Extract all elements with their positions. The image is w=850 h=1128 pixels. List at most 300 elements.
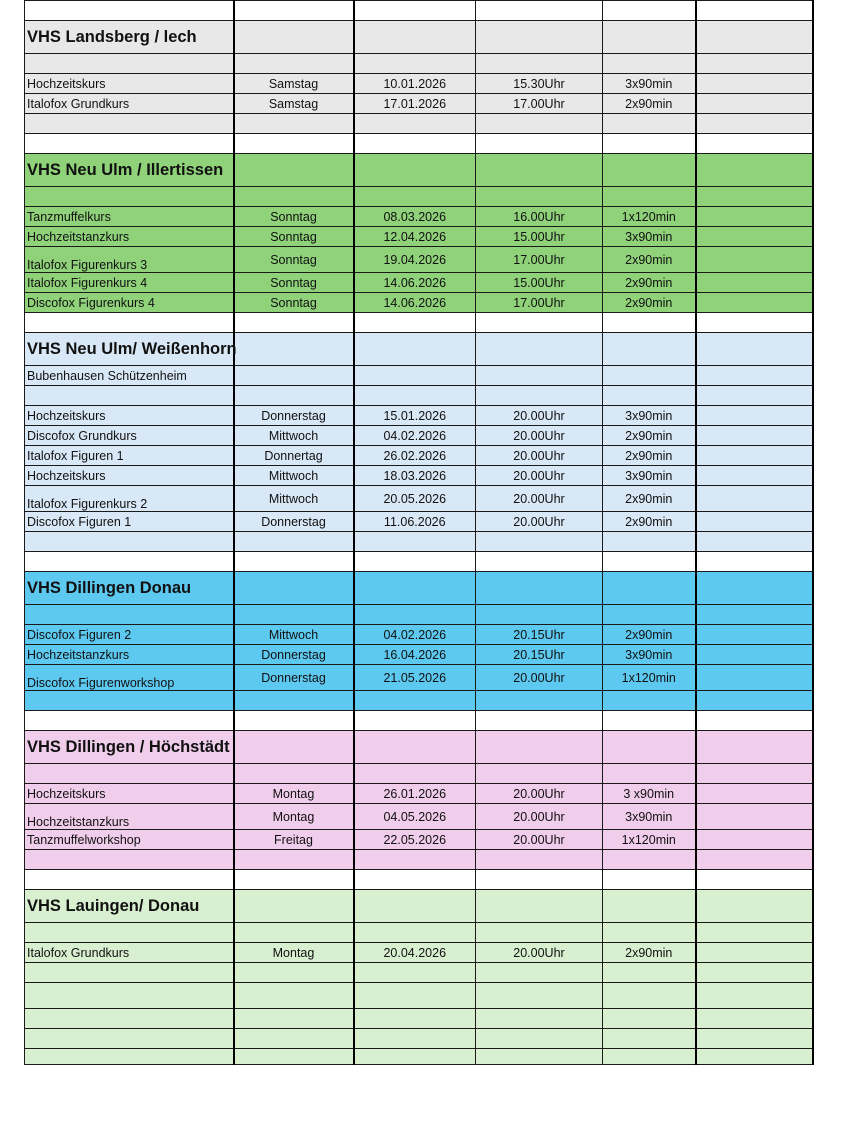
extra-cell xyxy=(696,293,813,313)
empty-row xyxy=(25,691,813,711)
weekday-cell xyxy=(234,764,354,784)
extra-cell xyxy=(696,691,813,711)
course-name-cell: Discofox Grundkurs xyxy=(25,426,234,446)
time-cell xyxy=(476,963,603,983)
date-cell xyxy=(354,983,476,1009)
time-cell xyxy=(476,1049,603,1065)
duration-cell xyxy=(603,1,696,21)
course-name-cell: VHS Lauingen/ Donau xyxy=(25,890,234,923)
duration-cell xyxy=(603,963,696,983)
extra-cell xyxy=(696,247,813,273)
duration-cell xyxy=(603,850,696,870)
weekday-cell xyxy=(234,187,354,207)
time-cell xyxy=(476,764,603,784)
duration-cell xyxy=(603,572,696,605)
course-name-cell xyxy=(25,532,234,552)
weekday-cell: Samstag xyxy=(234,74,354,94)
time-cell xyxy=(476,21,603,54)
weekday-cell: Freitag xyxy=(234,830,354,850)
weekday-cell: Donnerstag xyxy=(234,512,354,532)
extra-cell xyxy=(696,890,813,923)
extra-cell xyxy=(696,187,813,207)
duration-cell xyxy=(603,764,696,784)
date-cell: 26.02.2026 xyxy=(354,446,476,466)
course-name-cell xyxy=(25,850,234,870)
extra-cell xyxy=(696,572,813,605)
empty-row xyxy=(25,605,813,625)
course-name-cell xyxy=(25,386,234,406)
course-name-cell: VHS Dillingen / Höchstädt xyxy=(25,731,234,764)
duration-cell: 1x120min xyxy=(603,207,696,227)
duration-cell: 2x90min xyxy=(603,426,696,446)
weekday-cell xyxy=(234,1029,354,1049)
course-name-cell: Discofox Figurenkurs 4 xyxy=(25,293,234,313)
extra-cell xyxy=(696,54,813,74)
duration-cell xyxy=(603,552,696,572)
extra-cell xyxy=(696,1029,813,1049)
duration-cell: 2x90min xyxy=(603,625,696,645)
duration-cell xyxy=(603,313,696,333)
section-header-row xyxy=(25,890,813,923)
weekday-cell xyxy=(234,923,354,943)
section-header-row xyxy=(25,21,813,54)
duration-cell xyxy=(603,983,696,1009)
date-cell: 04.02.2026 xyxy=(354,625,476,645)
time-cell xyxy=(476,1009,603,1029)
course-name-cell: Hochzeitskurs xyxy=(25,784,234,804)
weekday-cell xyxy=(234,963,354,983)
course-name-cell xyxy=(25,134,234,154)
extra-cell xyxy=(696,665,813,691)
weekday-cell xyxy=(234,366,354,386)
course-name-cell: Italofox Figurenkurs 3 xyxy=(25,247,234,273)
course-name-cell xyxy=(25,764,234,784)
weekday-cell: Mittwoch xyxy=(234,466,354,486)
duration-cell xyxy=(603,890,696,923)
course-name-cell: Discofox Figurenworkshop xyxy=(25,665,234,691)
empty-row xyxy=(25,1029,813,1049)
date-cell xyxy=(354,552,476,572)
weekday-cell: Mittwoch xyxy=(234,426,354,446)
time-cell xyxy=(476,552,603,572)
time-cell xyxy=(476,154,603,187)
course-name-cell: VHS Neu Ulm/ Weißenhorn xyxy=(25,333,234,366)
extra-cell xyxy=(696,426,813,446)
weekday-cell xyxy=(234,333,354,366)
course-name-cell: Hochzeitskurs xyxy=(25,406,234,426)
time-cell xyxy=(476,54,603,74)
table-row xyxy=(25,645,813,665)
date-cell xyxy=(354,850,476,870)
weekday-cell xyxy=(234,386,354,406)
duration-cell xyxy=(603,605,696,625)
duration-cell: 3x90min xyxy=(603,645,696,665)
course-name-cell xyxy=(25,1009,234,1029)
date-cell: 21.05.2026 xyxy=(354,665,476,691)
course-name-cell xyxy=(25,983,234,1009)
duration-cell xyxy=(603,532,696,552)
weekday-cell xyxy=(234,731,354,764)
extra-cell xyxy=(696,446,813,466)
empty-row xyxy=(25,386,813,406)
extra-cell xyxy=(696,406,813,426)
table-row xyxy=(25,227,813,247)
table-row xyxy=(25,446,813,466)
time-cell xyxy=(476,386,603,406)
time-cell xyxy=(476,134,603,154)
table-row xyxy=(25,512,813,532)
weekday-cell: Sonntag xyxy=(234,273,354,293)
weekday-cell xyxy=(234,1,354,21)
date-cell xyxy=(354,890,476,923)
duration-cell: 2x90min xyxy=(603,512,696,532)
extra-cell xyxy=(696,94,813,114)
duration-cell: 2x90min xyxy=(603,446,696,466)
weekday-cell: Sonntag xyxy=(234,247,354,273)
time-cell: 15.30Uhr xyxy=(476,74,603,94)
table-row xyxy=(25,784,813,804)
extra-cell xyxy=(696,830,813,850)
empty-row xyxy=(25,870,813,890)
course-name-cell: Hochzeitstanzkurs xyxy=(25,804,234,830)
table-row xyxy=(25,625,813,645)
extra-cell xyxy=(696,74,813,94)
date-cell: 20.05.2026 xyxy=(354,486,476,512)
duration-cell xyxy=(603,333,696,366)
duration-cell: 2x90min xyxy=(603,94,696,114)
time-cell: 20.00Uhr xyxy=(476,426,603,446)
date-cell xyxy=(354,21,476,54)
date-cell: 26.01.2026 xyxy=(354,784,476,804)
duration-cell xyxy=(603,691,696,711)
extra-cell xyxy=(696,552,813,572)
weekday-cell: Montag xyxy=(234,784,354,804)
extra-cell xyxy=(696,784,813,804)
duration-cell: 1x120min xyxy=(603,665,696,691)
date-cell: 17.01.2026 xyxy=(354,94,476,114)
date-cell xyxy=(354,187,476,207)
course-name-cell xyxy=(25,1,234,21)
date-cell: 14.06.2026 xyxy=(354,293,476,313)
date-cell xyxy=(354,114,476,134)
duration-cell: 2x90min xyxy=(603,943,696,963)
table-row xyxy=(25,426,813,446)
weekday-cell xyxy=(234,532,354,552)
duration-cell xyxy=(603,187,696,207)
table-row xyxy=(25,74,813,94)
weekday-cell: Sonntag xyxy=(234,293,354,313)
weekday-cell xyxy=(234,850,354,870)
section-header-row xyxy=(25,154,813,187)
extra-cell xyxy=(696,943,813,963)
time-cell xyxy=(476,532,603,552)
course-name-cell xyxy=(25,711,234,731)
course-name-cell xyxy=(25,313,234,333)
empty-row xyxy=(25,1049,813,1065)
empty-row xyxy=(25,54,813,74)
date-cell xyxy=(354,1029,476,1049)
table-row xyxy=(25,207,813,227)
course-name-cell: Bubenhausen Schützenheim xyxy=(25,366,234,386)
extra-cell xyxy=(696,134,813,154)
table-row xyxy=(25,247,813,273)
empty-row xyxy=(25,134,813,154)
table-row xyxy=(25,943,813,963)
time-cell: 20.00Uhr xyxy=(476,466,603,486)
course-name-cell: Italofox Figurenkurs 4 xyxy=(25,273,234,293)
time-cell: 17.00Uhr xyxy=(476,293,603,313)
date-cell: 22.05.2026 xyxy=(354,830,476,850)
course-name-cell: Discofox Figuren 1 xyxy=(25,512,234,532)
empty-row xyxy=(25,552,813,572)
date-cell xyxy=(354,333,476,366)
date-cell: 04.05.2026 xyxy=(354,804,476,830)
time-cell xyxy=(476,890,603,923)
weekday-cell xyxy=(234,890,354,923)
table-row xyxy=(25,273,813,293)
weekday-cell: Sonntag xyxy=(234,227,354,247)
date-cell xyxy=(354,1049,476,1065)
weekday-cell: Samstag xyxy=(234,94,354,114)
course-name-cell: VHS Dillingen Donau xyxy=(25,572,234,605)
table-row xyxy=(25,486,813,512)
weekday-cell xyxy=(234,54,354,74)
date-cell: 19.04.2026 xyxy=(354,247,476,273)
empty-row xyxy=(25,850,813,870)
duration-cell: 2x90min xyxy=(603,247,696,273)
time-cell xyxy=(476,313,603,333)
course-name-cell: VHS Landsberg / lech xyxy=(25,21,234,54)
duration-cell xyxy=(603,1009,696,1029)
date-cell xyxy=(354,605,476,625)
weekday-cell: Montag xyxy=(234,804,354,830)
date-cell: 16.04.2026 xyxy=(354,645,476,665)
date-cell: 15.01.2026 xyxy=(354,406,476,426)
date-cell xyxy=(354,731,476,764)
time-cell xyxy=(476,605,603,625)
weekday-cell xyxy=(234,313,354,333)
time-cell xyxy=(476,366,603,386)
course-schedule-sheet xyxy=(24,0,812,1110)
duration-cell xyxy=(603,154,696,187)
date-cell: 12.04.2026 xyxy=(354,227,476,247)
time-cell: 20.00Uhr xyxy=(476,665,603,691)
weekday-cell xyxy=(234,154,354,187)
duration-cell xyxy=(603,923,696,943)
course-name-cell: Hochzeitskurs xyxy=(25,74,234,94)
table-row xyxy=(25,94,813,114)
date-cell xyxy=(354,1009,476,1029)
date-cell: 11.06.2026 xyxy=(354,512,476,532)
duration-cell xyxy=(603,1029,696,1049)
duration-cell: 3x90min xyxy=(603,804,696,830)
time-cell xyxy=(476,333,603,366)
extra-cell xyxy=(696,850,813,870)
extra-cell xyxy=(696,870,813,890)
section-header-row xyxy=(25,731,813,764)
duration-cell: 1x120min xyxy=(603,830,696,850)
time-cell: 20.15Uhr xyxy=(476,625,603,645)
weekday-cell xyxy=(234,870,354,890)
date-cell xyxy=(354,711,476,731)
empty-row xyxy=(25,983,813,1009)
course-name-cell: Italofox Grundkurs xyxy=(25,94,234,114)
extra-cell xyxy=(696,154,813,187)
time-cell: 20.00Uhr xyxy=(476,804,603,830)
duration-cell: 2x90min xyxy=(603,273,696,293)
course-name-cell: Hochzeitstanzkurs xyxy=(25,227,234,247)
empty-row xyxy=(25,313,813,333)
time-cell xyxy=(476,187,603,207)
extra-cell xyxy=(696,1049,813,1065)
weekday-cell xyxy=(234,552,354,572)
course-name-cell xyxy=(25,1029,234,1049)
weekday-cell xyxy=(234,711,354,731)
time-cell: 17.00Uhr xyxy=(476,94,603,114)
time-cell: 15.00Uhr xyxy=(476,273,603,293)
time-cell xyxy=(476,711,603,731)
duration-cell xyxy=(603,134,696,154)
duration-cell: 2x90min xyxy=(603,486,696,512)
table-row xyxy=(25,665,813,691)
date-cell xyxy=(354,366,476,386)
empty-row xyxy=(25,114,813,134)
empty-row xyxy=(25,187,813,207)
weekday-cell xyxy=(234,983,354,1009)
extra-cell xyxy=(696,1009,813,1029)
section-header-row xyxy=(25,333,813,366)
duration-cell xyxy=(603,1049,696,1065)
course-name-cell: Italofox Figuren 1 xyxy=(25,446,234,466)
time-cell: 20.00Uhr xyxy=(476,512,603,532)
time-cell: 20.00Uhr xyxy=(476,784,603,804)
date-cell xyxy=(354,532,476,552)
course-schedule-table xyxy=(24,0,814,1065)
time-cell xyxy=(476,1,603,21)
time-cell: 20.00Uhr xyxy=(476,486,603,512)
date-cell: 04.02.2026 xyxy=(354,426,476,446)
date-cell xyxy=(354,572,476,605)
date-cell xyxy=(354,923,476,943)
time-cell: 16.00Uhr xyxy=(476,207,603,227)
date-cell xyxy=(354,386,476,406)
extra-cell xyxy=(696,983,813,1009)
time-cell xyxy=(476,1029,603,1049)
course-name-cell: Tanzmuffelkurs xyxy=(25,207,234,227)
weekday-cell xyxy=(234,605,354,625)
course-name-cell: VHS Neu Ulm / Illertissen xyxy=(25,154,234,187)
course-name-cell xyxy=(25,605,234,625)
date-cell: 10.01.2026 xyxy=(354,74,476,94)
time-cell xyxy=(476,870,603,890)
time-cell: 15.00Uhr xyxy=(476,227,603,247)
date-cell xyxy=(354,764,476,784)
empty-row xyxy=(25,923,813,943)
course-name-cell: Hochzeitskurs xyxy=(25,466,234,486)
empty-row xyxy=(25,963,813,983)
time-cell: 20.00Uhr xyxy=(476,943,603,963)
time-cell: 17.00Uhr xyxy=(476,247,603,273)
extra-cell xyxy=(696,963,813,983)
extra-cell xyxy=(696,207,813,227)
empty-row xyxy=(25,532,813,552)
section-header-row xyxy=(25,572,813,605)
duration-cell xyxy=(603,114,696,134)
weekday-cell xyxy=(234,134,354,154)
extra-cell xyxy=(696,645,813,665)
table-row xyxy=(25,466,813,486)
date-cell xyxy=(354,870,476,890)
weekday-cell: Donnerstag xyxy=(234,645,354,665)
extra-cell xyxy=(696,923,813,943)
duration-cell xyxy=(603,711,696,731)
extra-cell xyxy=(696,605,813,625)
duration-cell xyxy=(603,54,696,74)
duration-cell: 3x90min xyxy=(603,74,696,94)
time-cell: 20.00Uhr xyxy=(476,446,603,466)
extra-cell xyxy=(696,512,813,532)
weekday-cell: Montag xyxy=(234,943,354,963)
duration-cell: 3x90min xyxy=(603,227,696,247)
duration-cell: 3x90min xyxy=(603,406,696,426)
extra-cell xyxy=(696,731,813,764)
weekday-cell xyxy=(234,1049,354,1065)
date-cell: 18.03.2026 xyxy=(354,466,476,486)
extra-cell xyxy=(696,764,813,784)
course-name-cell: Tanzmuffelworkshop xyxy=(25,830,234,850)
extra-cell xyxy=(696,711,813,731)
table-row xyxy=(25,406,813,426)
time-cell xyxy=(476,114,603,134)
time-cell xyxy=(476,850,603,870)
time-cell: 20.00Uhr xyxy=(476,830,603,850)
weekday-cell xyxy=(234,21,354,54)
course-name-cell xyxy=(25,923,234,943)
time-cell: 20.00Uhr xyxy=(476,406,603,426)
extra-cell xyxy=(696,313,813,333)
extra-cell xyxy=(696,1,813,21)
weekday-cell xyxy=(234,1009,354,1029)
extra-cell xyxy=(696,333,813,366)
extra-cell xyxy=(696,366,813,386)
date-cell xyxy=(354,1,476,21)
date-cell xyxy=(354,691,476,711)
course-name-cell: Italofox Grundkurs xyxy=(25,943,234,963)
extra-cell xyxy=(696,466,813,486)
course-name-cell xyxy=(25,552,234,572)
table-row xyxy=(25,804,813,830)
extra-cell xyxy=(696,804,813,830)
date-cell: 20.04.2026 xyxy=(354,943,476,963)
course-name-cell xyxy=(25,114,234,134)
duration-cell xyxy=(603,731,696,764)
empty-row xyxy=(25,711,813,731)
time-cell xyxy=(476,923,603,943)
date-cell xyxy=(354,54,476,74)
duration-cell: 3x90min xyxy=(603,466,696,486)
extra-cell xyxy=(696,625,813,645)
duration-cell: 2x90min xyxy=(603,293,696,313)
table-row xyxy=(25,293,813,313)
course-name-cell: Italofox Figurenkurs 2 xyxy=(25,486,234,512)
extra-cell xyxy=(696,273,813,293)
course-name-cell xyxy=(25,54,234,74)
time-cell: 20.15Uhr xyxy=(476,645,603,665)
course-name-cell: Hochzeitstanzkurs xyxy=(25,645,234,665)
time-cell xyxy=(476,731,603,764)
duration-cell xyxy=(603,21,696,54)
table-row xyxy=(25,366,813,386)
